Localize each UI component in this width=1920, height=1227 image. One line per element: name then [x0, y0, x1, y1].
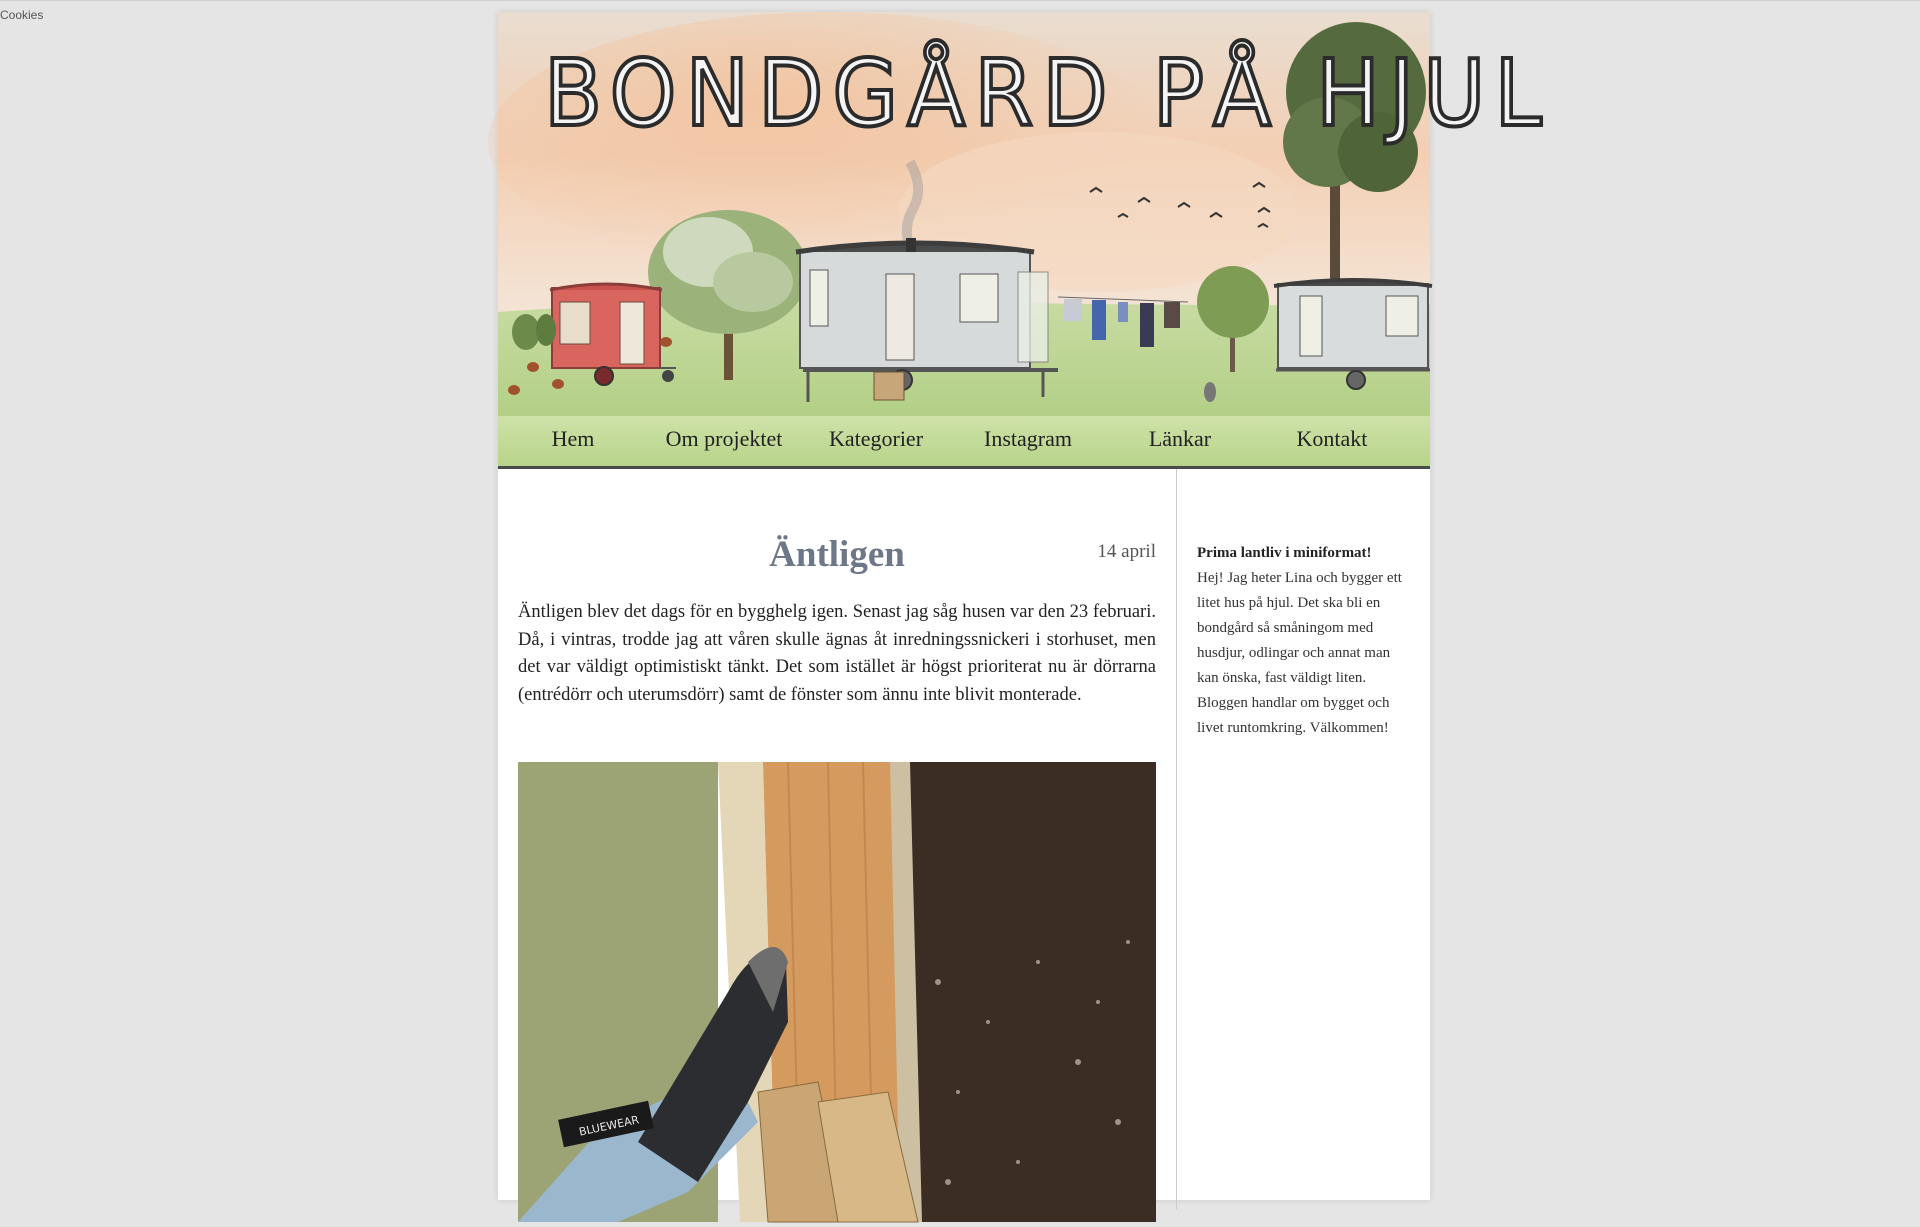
sidebar-title: Prima lantliv i miniformat! — [1197, 545, 1372, 561]
nav-item-kontakt[interactable]: Kontakt — [1296, 426, 1368, 451]
post-title[interactable]: Äntligen — [769, 534, 905, 575]
post — [518, 469, 1156, 1139]
post-body: Äntligen blev det dags för en bygghelg igen. Senast jag såg husen var den 23 februari. Då, i vintras, trodde jag att våren skulle ägnas åt inredningssnickeri i storhuset, men det var väldigt optimistiskt tänkt. Det som istället är högst prioriterat nu är dörrarna (entrédörr och uterumsdörr) samt de fönster som ännu inte blivit monterade. — [518, 602, 1156, 705]
glove-brand-label: BLUEWEAR — [577, 1113, 641, 1139]
column-divider — [1176, 469, 1177, 1209]
blog-page — [498, 12, 1551, 1200]
browser-top-border — [0, 0, 1920, 1]
site-title[interactable]: BONDGÅRD PÅ HJUL — [544, 40, 1551, 147]
photo-illustration — [518, 762, 1156, 1222]
sidebar-intro-text: Hej! Jag heter Lina och bygger ett litet hus på hjul. Det ska bli en bondgård så småningom med husdjur, odlingar och annat man kan önska, fast väldigt liten. Bloggen handlar om bygget och livet runtomkring. Välkommen! — [1197, 570, 1402, 736]
nav-item-hem[interactable]: Hem — [551, 426, 595, 451]
nav-item-instagram[interactable]: Instagram — [984, 426, 1072, 451]
post-photo[interactable] — [518, 762, 1156, 1222]
nav-item-kategorier[interactable]: Kategorier — [828, 426, 924, 451]
nav-item-lankar[interactable]: Länkar — [1148, 426, 1212, 451]
post-header — [518, 533, 1156, 589]
nav-item-om-projektet[interactable]: Om projektet — [665, 426, 783, 451]
header-banner — [498, 12, 1551, 412]
sidebar — [1197, 541, 1415, 741]
content-area — [498, 469, 1430, 1209]
post-date: 14 april — [1097, 541, 1156, 562]
cookies-link[interactable]: Cookies — [0, 8, 44, 22]
main-navigation — [498, 416, 1430, 469]
